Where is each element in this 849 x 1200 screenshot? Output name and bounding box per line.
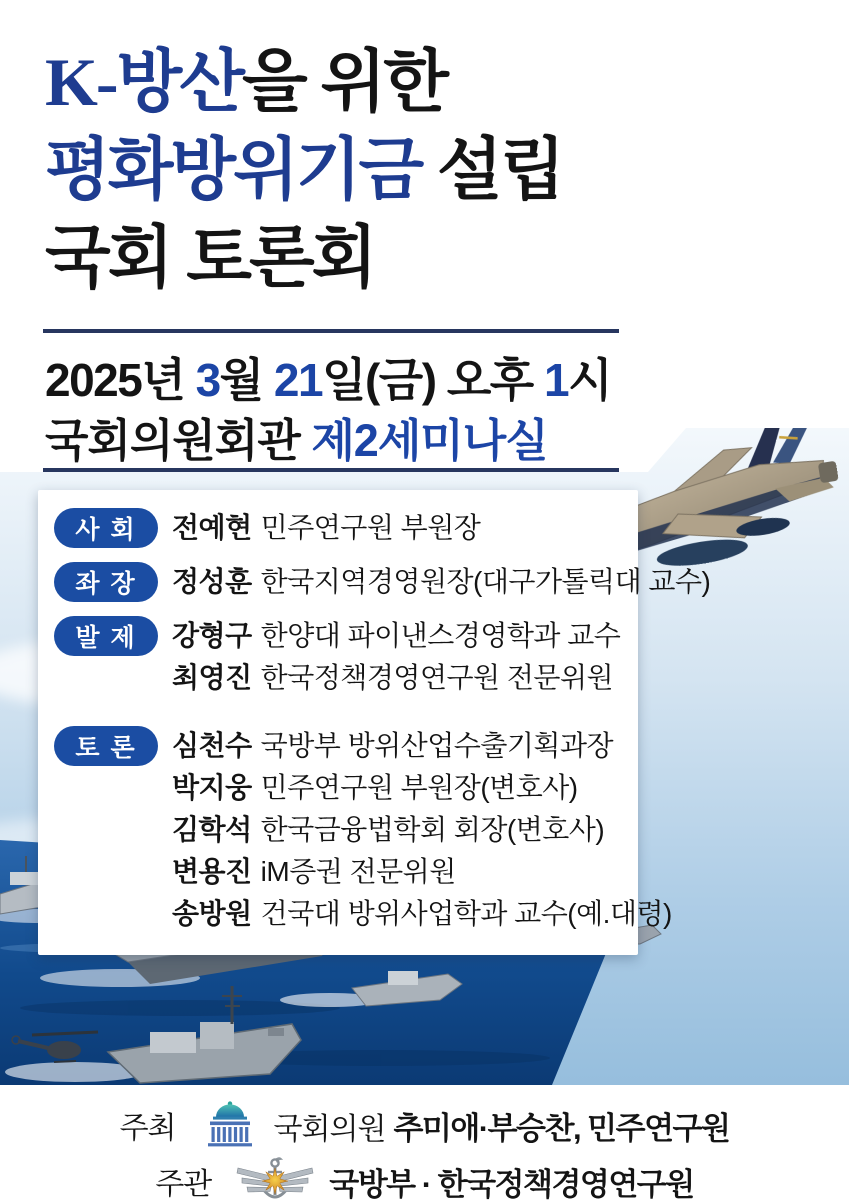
mnd-emblem-icon — [233, 1155, 317, 1200]
host-row — [0, 1101, 849, 1149]
venue-prefix: 국회의원회관 — [45, 415, 312, 466]
date-seg: 일(금) 오후 — [322, 354, 544, 406]
member-name: 심천수 — [172, 730, 252, 761]
member-entry — [172, 767, 672, 809]
member-entry — [172, 851, 672, 893]
member-desc: 한국지역경영원장(대구가톨릭대 교수) — [260, 566, 711, 597]
date-seg: 시 — [568, 354, 612, 406]
member-name: 정성훈 — [172, 566, 252, 597]
member-list — [172, 561, 710, 603]
member-desc: 한국정책경영연구원 전문위원 — [260, 662, 614, 693]
member-list — [172, 725, 672, 935]
footer — [0, 1085, 849, 1200]
role-badge-presenter: 발 제 — [54, 616, 158, 656]
poster-title — [45, 38, 562, 302]
panel-row-discussants — [54, 725, 672, 935]
title-line1-accent: 방산 — [116, 44, 242, 120]
member-desc: iM증권 전문위원 — [260, 856, 456, 887]
title-k-prefix: K- — [45, 44, 117, 120]
divider-top — [43, 329, 619, 333]
organizer-label: 주관 — [155, 1168, 212, 1200]
member-desc: 한양대 파이낸스경영학과 교수 — [260, 620, 621, 651]
title-line-1 — [45, 38, 562, 126]
member-name: 최영진 — [172, 662, 252, 693]
title-line2-rest: 설립 — [421, 132, 563, 208]
date-seg-accent: 21 — [273, 354, 323, 406]
role-badge-chair: 좌 장 — [54, 562, 158, 602]
organizer-row — [0, 1155, 849, 1200]
member-list — [172, 507, 480, 549]
venue-room: 제2세미나실 — [311, 415, 548, 466]
member-name: 송방원 — [172, 898, 252, 929]
title-line2-accent: 평화방위기금 — [45, 132, 422, 208]
member-name: 박지웅 — [172, 772, 252, 803]
member-list — [172, 615, 620, 699]
member-entry — [172, 893, 672, 935]
panel-row-moderator — [54, 507, 638, 549]
member-desc: 민주연구원 부원장(변호사) — [260, 772, 578, 803]
organizer-org-text — [329, 1159, 693, 1200]
member-entry — [172, 507, 480, 549]
member-entry — [172, 657, 620, 699]
member-name: 변용진 — [172, 856, 252, 887]
date-seg: 2025년 — [45, 354, 196, 406]
role-badge-moderator: 사 회 — [54, 508, 158, 548]
host-org-prefix: 국회의원 — [273, 1112, 386, 1146]
organizer-org-names: 국방부 · 한국정책경영연구원 — [329, 1166, 694, 1200]
role-badge-discussant: 토 론 — [54, 726, 158, 766]
member-entry — [172, 561, 710, 603]
date-seg-accent: 3 — [195, 354, 220, 406]
divider-bottom — [43, 468, 619, 472]
member-entry — [172, 615, 620, 657]
host-org-text — [274, 1103, 730, 1148]
host-org-names: 추미애·부승찬, 민주연구원 — [393, 1110, 730, 1146]
date-seg-accent: 1 — [544, 354, 569, 406]
member-desc: 한국금융법학회 회장(변호사) — [260, 814, 605, 845]
panel-row-presenters — [54, 615, 638, 699]
member-desc: 건국대 방위사업학과 교수(예.대령) — [260, 898, 672, 929]
member-desc: 민주연구원 부원장 — [260, 512, 481, 543]
member-name: 강형구 — [172, 620, 252, 651]
panelist-card — [38, 490, 711, 955]
title-line-3: 국회 토론회 — [45, 220, 375, 296]
member-entry — [172, 725, 672, 767]
event-venue — [45, 404, 548, 469]
panel-row-chair — [54, 561, 711, 603]
member-entry — [172, 809, 672, 851]
title-line1-rest: 을 위한 — [241, 44, 446, 120]
event-date — [45, 344, 611, 410]
title-line-2 — [45, 126, 562, 214]
member-desc: 국방부 방위산업수출기획과장 — [260, 730, 614, 761]
member-name: 전예현 — [172, 512, 252, 543]
member-name: 김학석 — [172, 814, 252, 845]
national-assembly-building-icon — [198, 1101, 262, 1149]
host-label: 주최 — [119, 1112, 176, 1145]
date-seg: 월 — [219, 354, 274, 406]
